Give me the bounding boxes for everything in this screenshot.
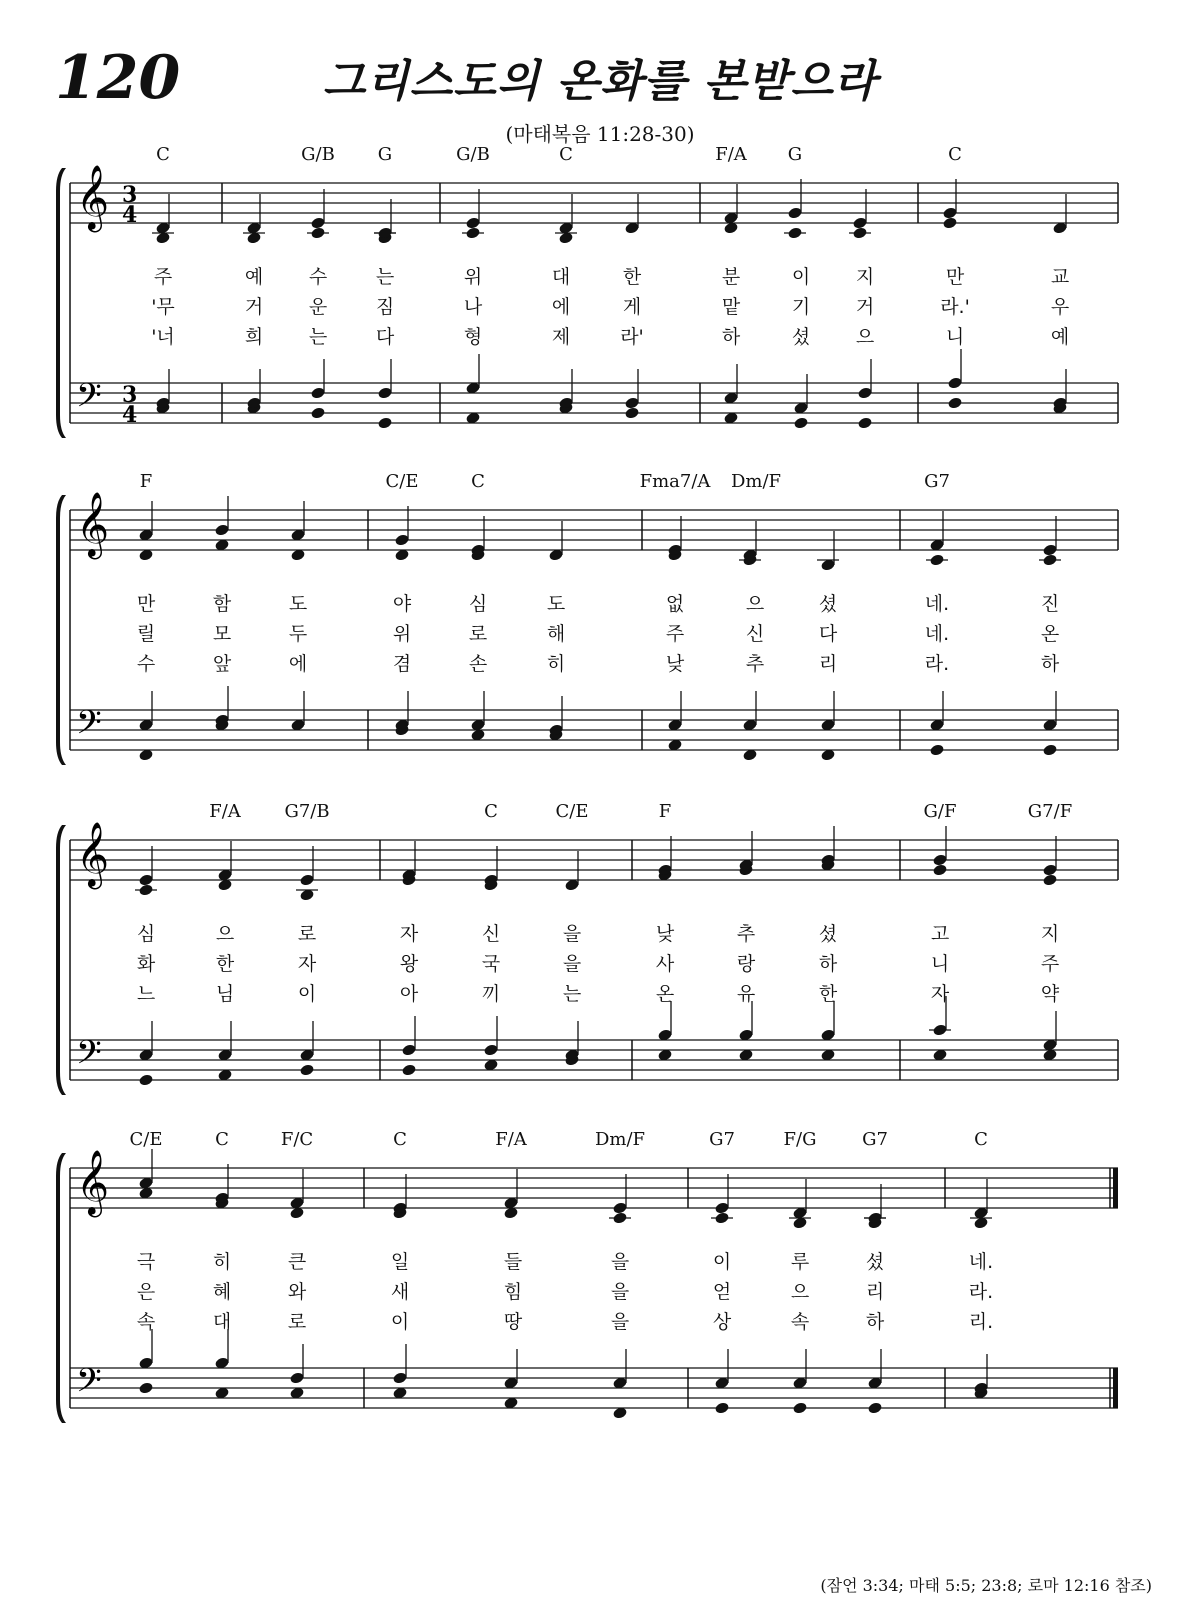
time-signature-top: 3 <box>122 182 138 208</box>
chord-symbol: Dm/F <box>730 471 782 492</box>
lyric-syllable: 낮 <box>655 923 675 945</box>
final-barline-thick <box>1113 1168 1118 1208</box>
chord-symbol: C/E <box>129 1129 163 1150</box>
hymn-number: 120 <box>55 43 181 113</box>
lyric-syllable: 우 <box>1050 296 1070 318</box>
lyric-syllable: 함 <box>212 593 232 615</box>
lyric-syllable: 라. <box>968 1281 994 1303</box>
bass-note-head <box>310 406 325 419</box>
chord-symbol: F/G <box>783 1129 817 1150</box>
lyric-syllable: 낮 <box>665 653 685 675</box>
lyric-syllable: 이 <box>712 1251 732 1273</box>
chord-symbol: F <box>139 471 153 492</box>
lyric-syllable: 도 <box>546 593 566 615</box>
lyric-syllable: 을 <box>610 1281 630 1303</box>
lyric-syllable: 야 <box>392 593 412 615</box>
lyric-syllable: 을 <box>562 953 582 975</box>
treble-clef-icon: 𝄞 <box>76 1150 110 1215</box>
lyric-syllable: 다 <box>375 326 395 348</box>
chord-symbol: G/B <box>456 144 490 165</box>
lyric-syllable: 이 <box>297 983 317 1005</box>
lyric-syllable: 형 <box>463 326 483 348</box>
lyric-syllable: 지 <box>1040 923 1060 945</box>
lyric-syllable: 지 <box>855 266 875 288</box>
lyric-syllable: 자 <box>930 983 950 1005</box>
lyric-syllable: 국 <box>481 953 501 975</box>
lyric-syllable: 와 <box>287 1281 307 1303</box>
lyric-syllable: 는 <box>308 326 328 348</box>
lyric-syllable: 하 <box>721 326 741 348</box>
lyric-syllable: 수 <box>308 266 328 288</box>
lyric-syllable: 이 <box>791 266 811 288</box>
chord-symbol: F/A <box>209 801 241 822</box>
lyric-syllable: 라' <box>620 326 644 348</box>
bass-clef-icon: 𝄢 <box>76 1362 102 1408</box>
treble-note-head <box>138 883 153 896</box>
bass-note-head <box>857 416 872 429</box>
lyric-syllable: 는 <box>375 266 395 288</box>
chord-symbol: F/A <box>715 144 747 165</box>
chord-symbol: C/E <box>385 471 419 492</box>
chord-symbol: G/F <box>923 801 957 822</box>
lyric-syllable: 고 <box>930 923 950 945</box>
lyric-syllable: 리 <box>865 1281 885 1303</box>
chord-symbol: C <box>215 1129 229 1150</box>
lyric-syllable: 은 <box>136 1281 156 1303</box>
lyric-syllable: 게 <box>622 296 642 318</box>
treble-note-head <box>942 216 957 229</box>
lyric-syllable: 제 <box>551 326 571 348</box>
lyric-syllable: 루 <box>790 1251 810 1273</box>
lyric-syllable: 히 <box>546 653 566 675</box>
treble-note-head <box>612 1211 627 1224</box>
lyric-syllable: 리 <box>818 653 838 675</box>
treble-note-head <box>932 863 947 876</box>
bass-note-head <box>624 406 639 419</box>
treble-note-head <box>1042 553 1057 566</box>
lyric-syllable: 으 <box>215 923 235 945</box>
chord-symbol: C <box>559 144 573 165</box>
bass-note-head <box>714 1401 729 1414</box>
lyric-syllable: 만 <box>945 266 965 288</box>
lyric-syllable: 왕 <box>399 953 419 975</box>
lyric-syllable: 하 <box>818 953 838 975</box>
lyric-syllable: 주 <box>153 266 173 288</box>
lyric-syllable: 자 <box>297 953 317 975</box>
bass-note-head <box>299 1063 314 1076</box>
lyric-syllable: 님 <box>215 983 235 1005</box>
lyric-syllable: 에 <box>551 296 571 318</box>
lyric-syllable: 대 <box>551 266 571 288</box>
lyric-syllable: 거 <box>855 296 875 318</box>
lyric-syllable: 한 <box>622 266 642 288</box>
treble-note-head <box>929 553 944 566</box>
lyric-syllable: 땅 <box>503 1311 523 1333</box>
chord-symbol: G7/B <box>284 801 330 822</box>
lyric-syllable: 셨 <box>791 326 811 348</box>
lyric-syllable: 교 <box>1050 266 1070 288</box>
chord-symbol: G7/F <box>1027 801 1073 822</box>
lyric-syllable: 화 <box>136 953 156 975</box>
lyric-syllable: 네. <box>924 623 950 645</box>
lyric-syllable: 이 <box>390 1311 410 1333</box>
lyric-syllable: 희 <box>244 326 264 348</box>
lyric-syllable: 없 <box>665 593 685 615</box>
treble-note-head <box>310 226 325 239</box>
lyric-syllable: 니 <box>945 326 965 348</box>
system-bracket <box>56 495 66 765</box>
lyric-syllable: 끼 <box>481 983 501 1005</box>
treble-note-head <box>1042 873 1057 886</box>
lyric-syllable: 분 <box>721 266 741 288</box>
lyric-syllable: 손 <box>468 653 488 675</box>
lyric-syllable: 혜 <box>212 1281 232 1303</box>
lyric-syllable: 도 <box>288 593 308 615</box>
lyric-syllable: 에 <box>288 653 308 675</box>
lyric-syllable: 으 <box>855 326 875 348</box>
lyric-syllable: 심 <box>468 593 488 615</box>
chord-symbol: G/B <box>301 144 335 165</box>
lyric-syllable: 느 <box>136 983 156 1005</box>
lyric-syllable: 속 <box>136 1311 156 1333</box>
bass-clef-icon: 𝄢 <box>76 704 102 750</box>
treble-note-head <box>465 226 480 239</box>
lyric-syllable: 온 <box>1040 623 1060 645</box>
lyric-syllable: 극 <box>136 1251 156 1273</box>
chord-symbol: G <box>377 144 393 165</box>
lyric-syllable: 일 <box>390 1251 410 1273</box>
lyric-syllable: 예 <box>1050 326 1070 348</box>
bass-note-head <box>867 1401 882 1414</box>
lyric-syllable: 으 <box>745 593 765 615</box>
lyric-syllable: '무 <box>151 296 175 318</box>
lyric-syllable: 짐 <box>375 296 395 318</box>
bass-note-head <box>1042 743 1057 756</box>
lyric-syllable: 약 <box>1040 983 1060 1005</box>
lyric-syllable: 온 <box>655 983 675 1005</box>
lyric-syllable: 을 <box>562 923 582 945</box>
lyric-syllable: 릴 <box>136 623 156 645</box>
chord-symbol: Dm/F <box>594 1129 646 1150</box>
bass-note-head <box>401 1063 416 1076</box>
lyric-syllable: '너 <box>151 326 175 348</box>
lyric-syllable: 라. <box>924 653 950 675</box>
chord-symbol: G7 <box>924 471 950 492</box>
lyric-syllable: 하 <box>865 1311 885 1333</box>
lyric-syllable: 네. <box>968 1251 994 1273</box>
system-bracket <box>56 825 66 1095</box>
lyric-syllable: 신 <box>481 923 501 945</box>
lyric-syllable: 예 <box>244 266 264 288</box>
lyric-syllable: 한 <box>818 983 838 1005</box>
chord-symbol: C <box>471 471 485 492</box>
lyric-syllable: 새 <box>390 1281 410 1303</box>
lyric-syllable: 대 <box>212 1311 232 1333</box>
lyric-syllable: 네. <box>924 593 950 615</box>
bass-note-head <box>947 396 962 409</box>
lyric-syllable: 모 <box>212 623 232 645</box>
chord-symbol: C <box>393 1129 407 1150</box>
lyric-syllable: 기 <box>791 296 811 318</box>
treble-note-head <box>852 226 867 239</box>
bass-note-head <box>138 1073 153 1086</box>
chord-symbol: C <box>156 144 170 165</box>
system-bracket <box>56 1153 66 1423</box>
chord-symbol: F/A <box>495 1129 527 1150</box>
lyric-syllable: 자 <box>399 923 419 945</box>
lyric-syllable: 로 <box>468 623 488 645</box>
system-bracket <box>56 168 66 438</box>
lyric-syllable: 큰 <box>287 1251 307 1273</box>
chord-symbol: C <box>974 1129 988 1150</box>
bass-note-head <box>377 416 392 429</box>
lyric-syllable: 진 <box>1040 593 1060 615</box>
lyric-syllable: 로 <box>297 923 317 945</box>
chord-symbol: F <box>658 801 672 822</box>
lyric-syllable: 주 <box>1040 953 1060 975</box>
chord-symbol: C <box>948 144 962 165</box>
lyric-syllable: 사 <box>655 953 675 975</box>
lyric-syllable: 나 <box>463 296 483 318</box>
lyric-syllable: 만 <box>136 593 156 615</box>
lyric-syllable: 거 <box>244 296 264 318</box>
time-signature-top: 3 <box>122 382 138 408</box>
bass-note-head <box>929 743 944 756</box>
lyric-syllable: 들 <box>503 1251 523 1273</box>
lyric-syllable: 상 <box>712 1311 732 1333</box>
lyric-syllable: 운 <box>308 296 328 318</box>
lyric-syllable: 겸 <box>392 653 412 675</box>
bass-clef-icon: 𝄢 <box>76 1034 102 1080</box>
lyric-syllable: 심 <box>136 923 156 945</box>
lyric-syllable: 을 <box>610 1311 630 1333</box>
lyric-syllable: 랑 <box>736 953 756 975</box>
lyric-syllable: 주 <box>665 623 685 645</box>
bass-clef-icon: 𝄢 <box>76 377 102 423</box>
lyric-syllable: 을 <box>610 1251 630 1273</box>
lyric-syllable: 셨 <box>865 1251 885 1273</box>
lyric-syllable: 라.' <box>940 296 970 318</box>
lyric-syllable: 위 <box>392 623 412 645</box>
lyric-syllable: 두 <box>288 623 308 645</box>
chord-symbol: Fma7/A <box>639 471 711 492</box>
lyric-syllable: 아 <box>399 983 419 1005</box>
bass-note-head <box>138 1381 153 1394</box>
footer-references: (잠언 3:34; 마태 5:5; 23:8; 로마 12:16 참조) <box>820 1576 1152 1595</box>
lyric-syllable: 유 <box>736 983 756 1005</box>
scripture-reference: (마태복음 11:28-30) <box>505 122 695 146</box>
lyric-syllable: 는 <box>562 983 582 1005</box>
lyric-syllable: 로 <box>287 1311 307 1333</box>
lyric-syllable: 니 <box>930 953 950 975</box>
lyric-syllable: 위 <box>463 266 483 288</box>
treble-clef-icon: 𝄞 <box>76 492 110 557</box>
lyric-syllable: 맡 <box>721 296 741 318</box>
bass-note-head <box>792 1401 807 1414</box>
lyric-syllable: 으 <box>790 1281 810 1303</box>
chord-symbol: C <box>484 801 498 822</box>
chord-symbol: G7 <box>709 1129 735 1150</box>
lyric-syllable: 추 <box>736 923 756 945</box>
time-signature-bottom: 4 <box>122 202 138 228</box>
lyric-syllable: 하 <box>1040 653 1060 675</box>
chord-symbol: F/C <box>280 1129 314 1150</box>
lyric-syllable: 얻 <box>712 1281 732 1303</box>
bass-note-head <box>793 416 808 429</box>
lyric-syllable: 셨 <box>818 923 838 945</box>
lyric-syllable: 수 <box>136 653 156 675</box>
chord-symbol: G <box>787 144 803 165</box>
time-signature-bottom: 4 <box>122 402 138 428</box>
lyric-syllable: 셨 <box>818 593 838 615</box>
lyric-syllable: 앞 <box>212 653 232 675</box>
lyric-syllable: 추 <box>745 653 765 675</box>
lyric-syllable: 속 <box>790 1311 810 1333</box>
chord-symbol: C/E <box>555 801 589 822</box>
hymn-title: 그리스도의 온화를 본받으라 <box>322 56 878 107</box>
treble-note-head <box>787 226 802 239</box>
lyric-syllable: 다 <box>818 623 838 645</box>
treble-note-head <box>714 1211 729 1224</box>
lyric-syllable: 신 <box>745 623 765 645</box>
treble-clef-icon: 𝄞 <box>76 165 110 230</box>
lyric-syllable: 리. <box>968 1311 994 1333</box>
lyric-syllable: 해 <box>546 623 566 645</box>
lyric-syllable: 힘 <box>503 1281 523 1303</box>
chord-symbol: G7 <box>862 1129 888 1150</box>
final-barline-thick <box>1113 1368 1118 1408</box>
lyric-syllable: 히 <box>212 1251 232 1273</box>
treble-clef-icon: 𝄞 <box>76 822 110 887</box>
lyric-syllable: 한 <box>215 953 235 975</box>
